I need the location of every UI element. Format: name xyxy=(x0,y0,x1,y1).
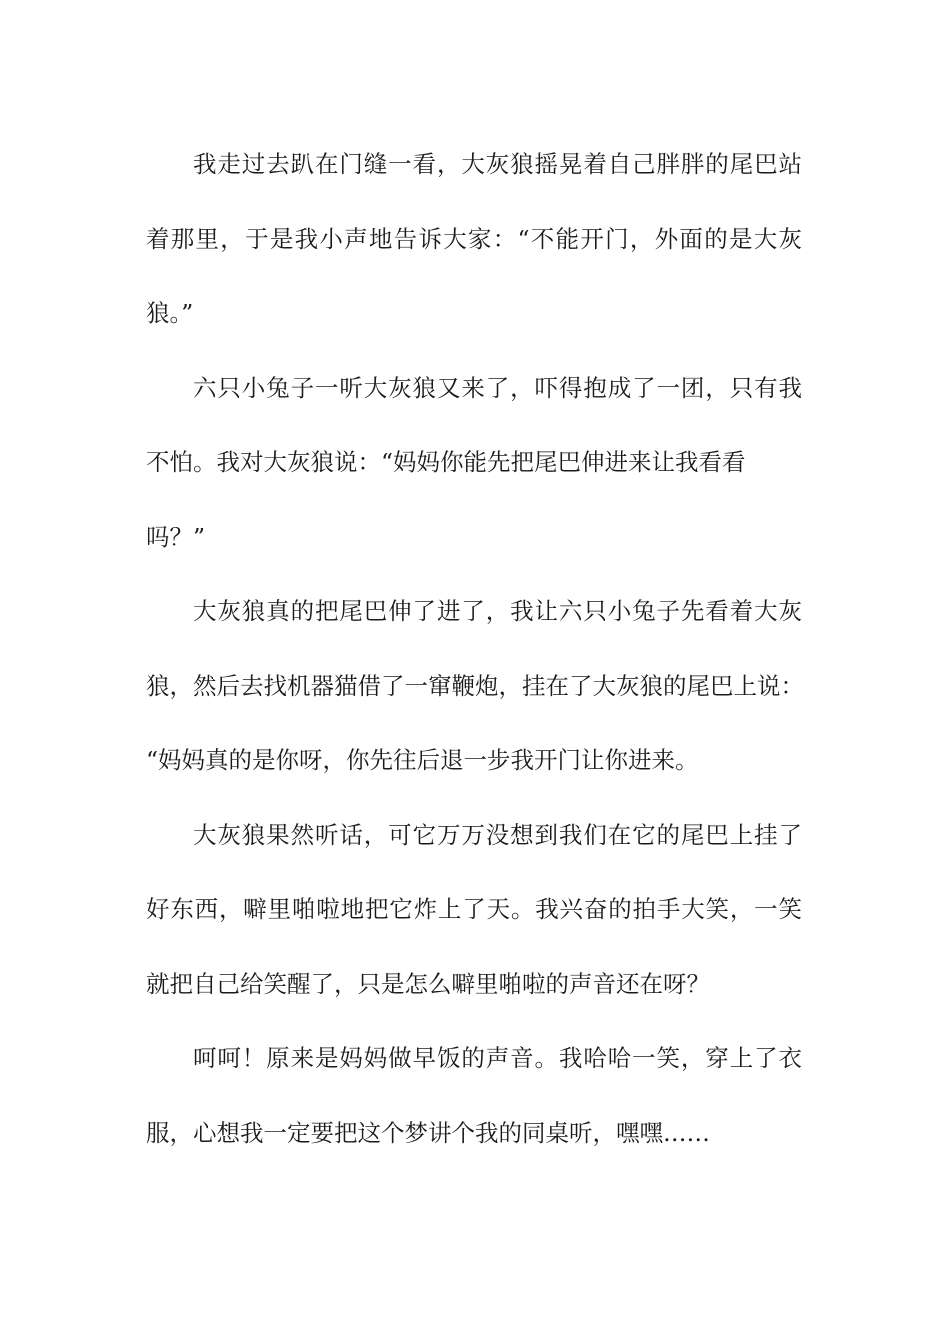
paragraph-3-line-2: 狼，然后去找机器猫借了一窜鞭炮，挂在了大灰狼的尾巴上说： xyxy=(146,671,804,700)
paragraph-2-line-2: 不怕。我对大灰狼说：“妈妈你能先把尾巴伸进来让我看看 xyxy=(146,448,746,476)
paragraph-1-line-3: 狼。” xyxy=(146,299,194,327)
paragraph-1-line-1: 我走过去趴在门缝一看，大灰狼摇晃着自己胖胖的尾巴站 xyxy=(193,150,802,178)
paragraph-4-line-2: 好东西，噼里啪啦地把它炸上了天。我兴奋的拍手大笑，一笑 xyxy=(146,895,802,923)
paragraph-2-line-3: 吗？” xyxy=(146,522,206,551)
paragraph-3-line-3: “妈妈真的是你呀，你先往后退一步我开门让你进来。 xyxy=(146,746,699,774)
paragraph-3-line-1: 大灰狼真的把尾巴伸了进了，我让六只小兔子先看着大灰 xyxy=(193,597,802,625)
paragraph-5-line-1: 呵呵！原来是妈妈做早饭的声音。我哈哈一笑，穿上了衣 xyxy=(193,1044,802,1072)
paragraph-2-line-1: 六只小兔子一听大灰狼又来了，吓得抱成了一团，只有我 xyxy=(193,373,802,402)
paragraph-5-line-2: 服，心想我一定要把这个梦讲个我的同桌听，嘿嘿…… xyxy=(146,1118,710,1147)
paragraph-4-line-3: 就把自己给笑醒了，只是怎么噼里啪啦的声音还在呀？ xyxy=(146,969,710,998)
paragraph-4-line-1: 大灰狼果然听话，可它万万没想到我们在它的尾巴上挂了 xyxy=(193,820,802,849)
document-body xyxy=(146,127,802,1170)
paragraph-1-line-2: 着那里，于是我小声地告诉大家：“不能开门，外面的是大灰 xyxy=(146,224,802,253)
